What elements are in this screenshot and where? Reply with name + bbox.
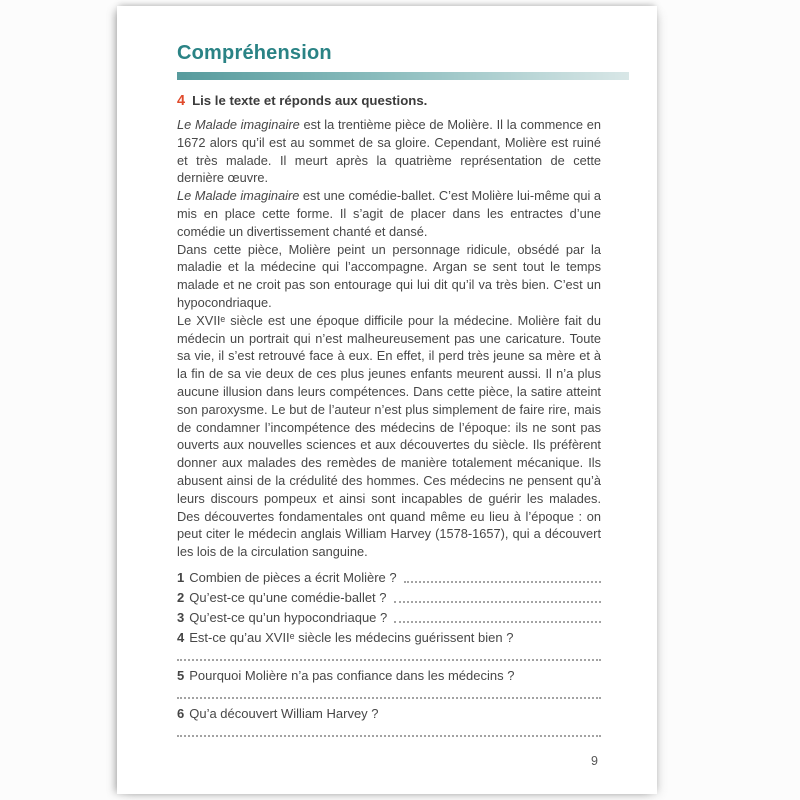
question-item [177,704,601,737]
text-paragraph [177,241,601,312]
question-row [177,704,601,723]
question-number: 6 [177,705,185,721]
text-paragraph [177,187,601,240]
page-content [177,42,629,742]
exercise-number: 4 [177,93,186,109]
question-row [177,628,601,647]
question-text: Est-ce qu’au XVIIᵉ siècle les médecins guérissent bien ? [189,629,514,645]
question-row [177,588,601,607]
answer-dotted-line [404,581,601,583]
question-row [177,666,601,685]
text-segment: Le XVIIᵉ siècle est une époque difficile pour la médecine. Molière fait du médecin un portrait qui n’est malheureusement pas une caricature. Toute sa vie, il s’est retrouvé face à eux. En effet, il perd très jeune sa mère et à la fin de sa vie deux de ces plus jeunes enfants meurent aussi. Il n’a plus aucune illusion dans leurs compétences. Dans cette pièce, la satire atteint son paroxysme. Le but de l’auteur n’est plus simplement de faire rire, mais de condamner l’incompétence des médecins de l’époque: ils ne sont pas ouverts aux nouvelles sciences et aux découvertes du siècle. Ils préfèrent donner aux malades des remèdes de manière totalement mécanique. Ils abusent ainsi de la crédulité des hommes. Ces médecins ne pensent qu’à leurs discours pompeux et ainsi sont incapables de guérir les malades. Des découvertes fondamentales ont quand même eu lieu à l’époque : on peut citer le médecin anglais William Harvey (1578-1657), qui a découvert les lois de la circulation sanguine. [177,312,601,560]
work-title: Le Malade imaginaire [177,117,300,132]
text-paragraph [177,312,601,561]
question-row [177,568,601,587]
question-item [177,568,601,587]
section-title: Compréhension [177,42,332,64]
exercise-instruction: Lis le texte et réponds aux questions. [192,93,428,108]
answer-dotted-line [177,723,601,737]
question-number: 4 [177,629,185,645]
question-text: Qu’est-ce qu’un hypocondriaque ? [189,609,388,625]
question-item [177,588,601,607]
work-title: Le Malade imaginaire [177,188,300,204]
answer-dotted-line [177,685,601,699]
exercise-header [177,93,629,109]
question-number: 2 [177,589,185,605]
reading-text [177,116,601,561]
question-item [177,608,601,627]
page-number: 9 [591,754,598,768]
text-segment: Dans cette pièce, Molière peint un personnage ridicule, obsédé par la maladie et la médecine qui l’accompagne. Argan se sent tout le temps malade et ne croit pas son entourage qui lui dit qu’il va très bien. C’est un hypocondriaque. [177,241,601,310]
text-segment: est une comédie-ballet. C’est Molière lui-même qui a mis en place cette forme. Il s’agit de placer dans les entractes d’une comédie un divertissement chanté et dansé. [177,188,601,239]
section-title-bar [177,72,629,80]
answer-dotted-line [177,647,601,661]
textbook-page [117,6,657,794]
text-paragraph [177,116,601,187]
question-number: 3 [177,609,185,625]
question-number: 5 [177,667,185,683]
question-text: Qu’a découvert William Harvey ? [189,705,379,721]
question-text: Pourquoi Molière n’a pas confiance dans les médecins ? [189,667,515,683]
question-text: Qu’est-ce qu’une comédie-ballet ? [189,589,387,605]
answer-dotted-line [394,601,601,603]
answer-dotted-line [394,621,601,623]
question-text: Combien de pièces a écrit Molière ? [189,569,397,585]
question-number: 1 [177,569,185,585]
text-segment: est la trentième pièce de Molière. Il la commence en 1672 alors qu’il est au sommet de sa gloire. Cependant, Molière est ruiné et très malade. Il meurt après la quatrième représentation de cette dernière œuvre. [177,117,601,186]
question-row [177,608,601,627]
question-item [177,666,601,699]
question-item [177,628,601,661]
questions-list [177,568,601,737]
